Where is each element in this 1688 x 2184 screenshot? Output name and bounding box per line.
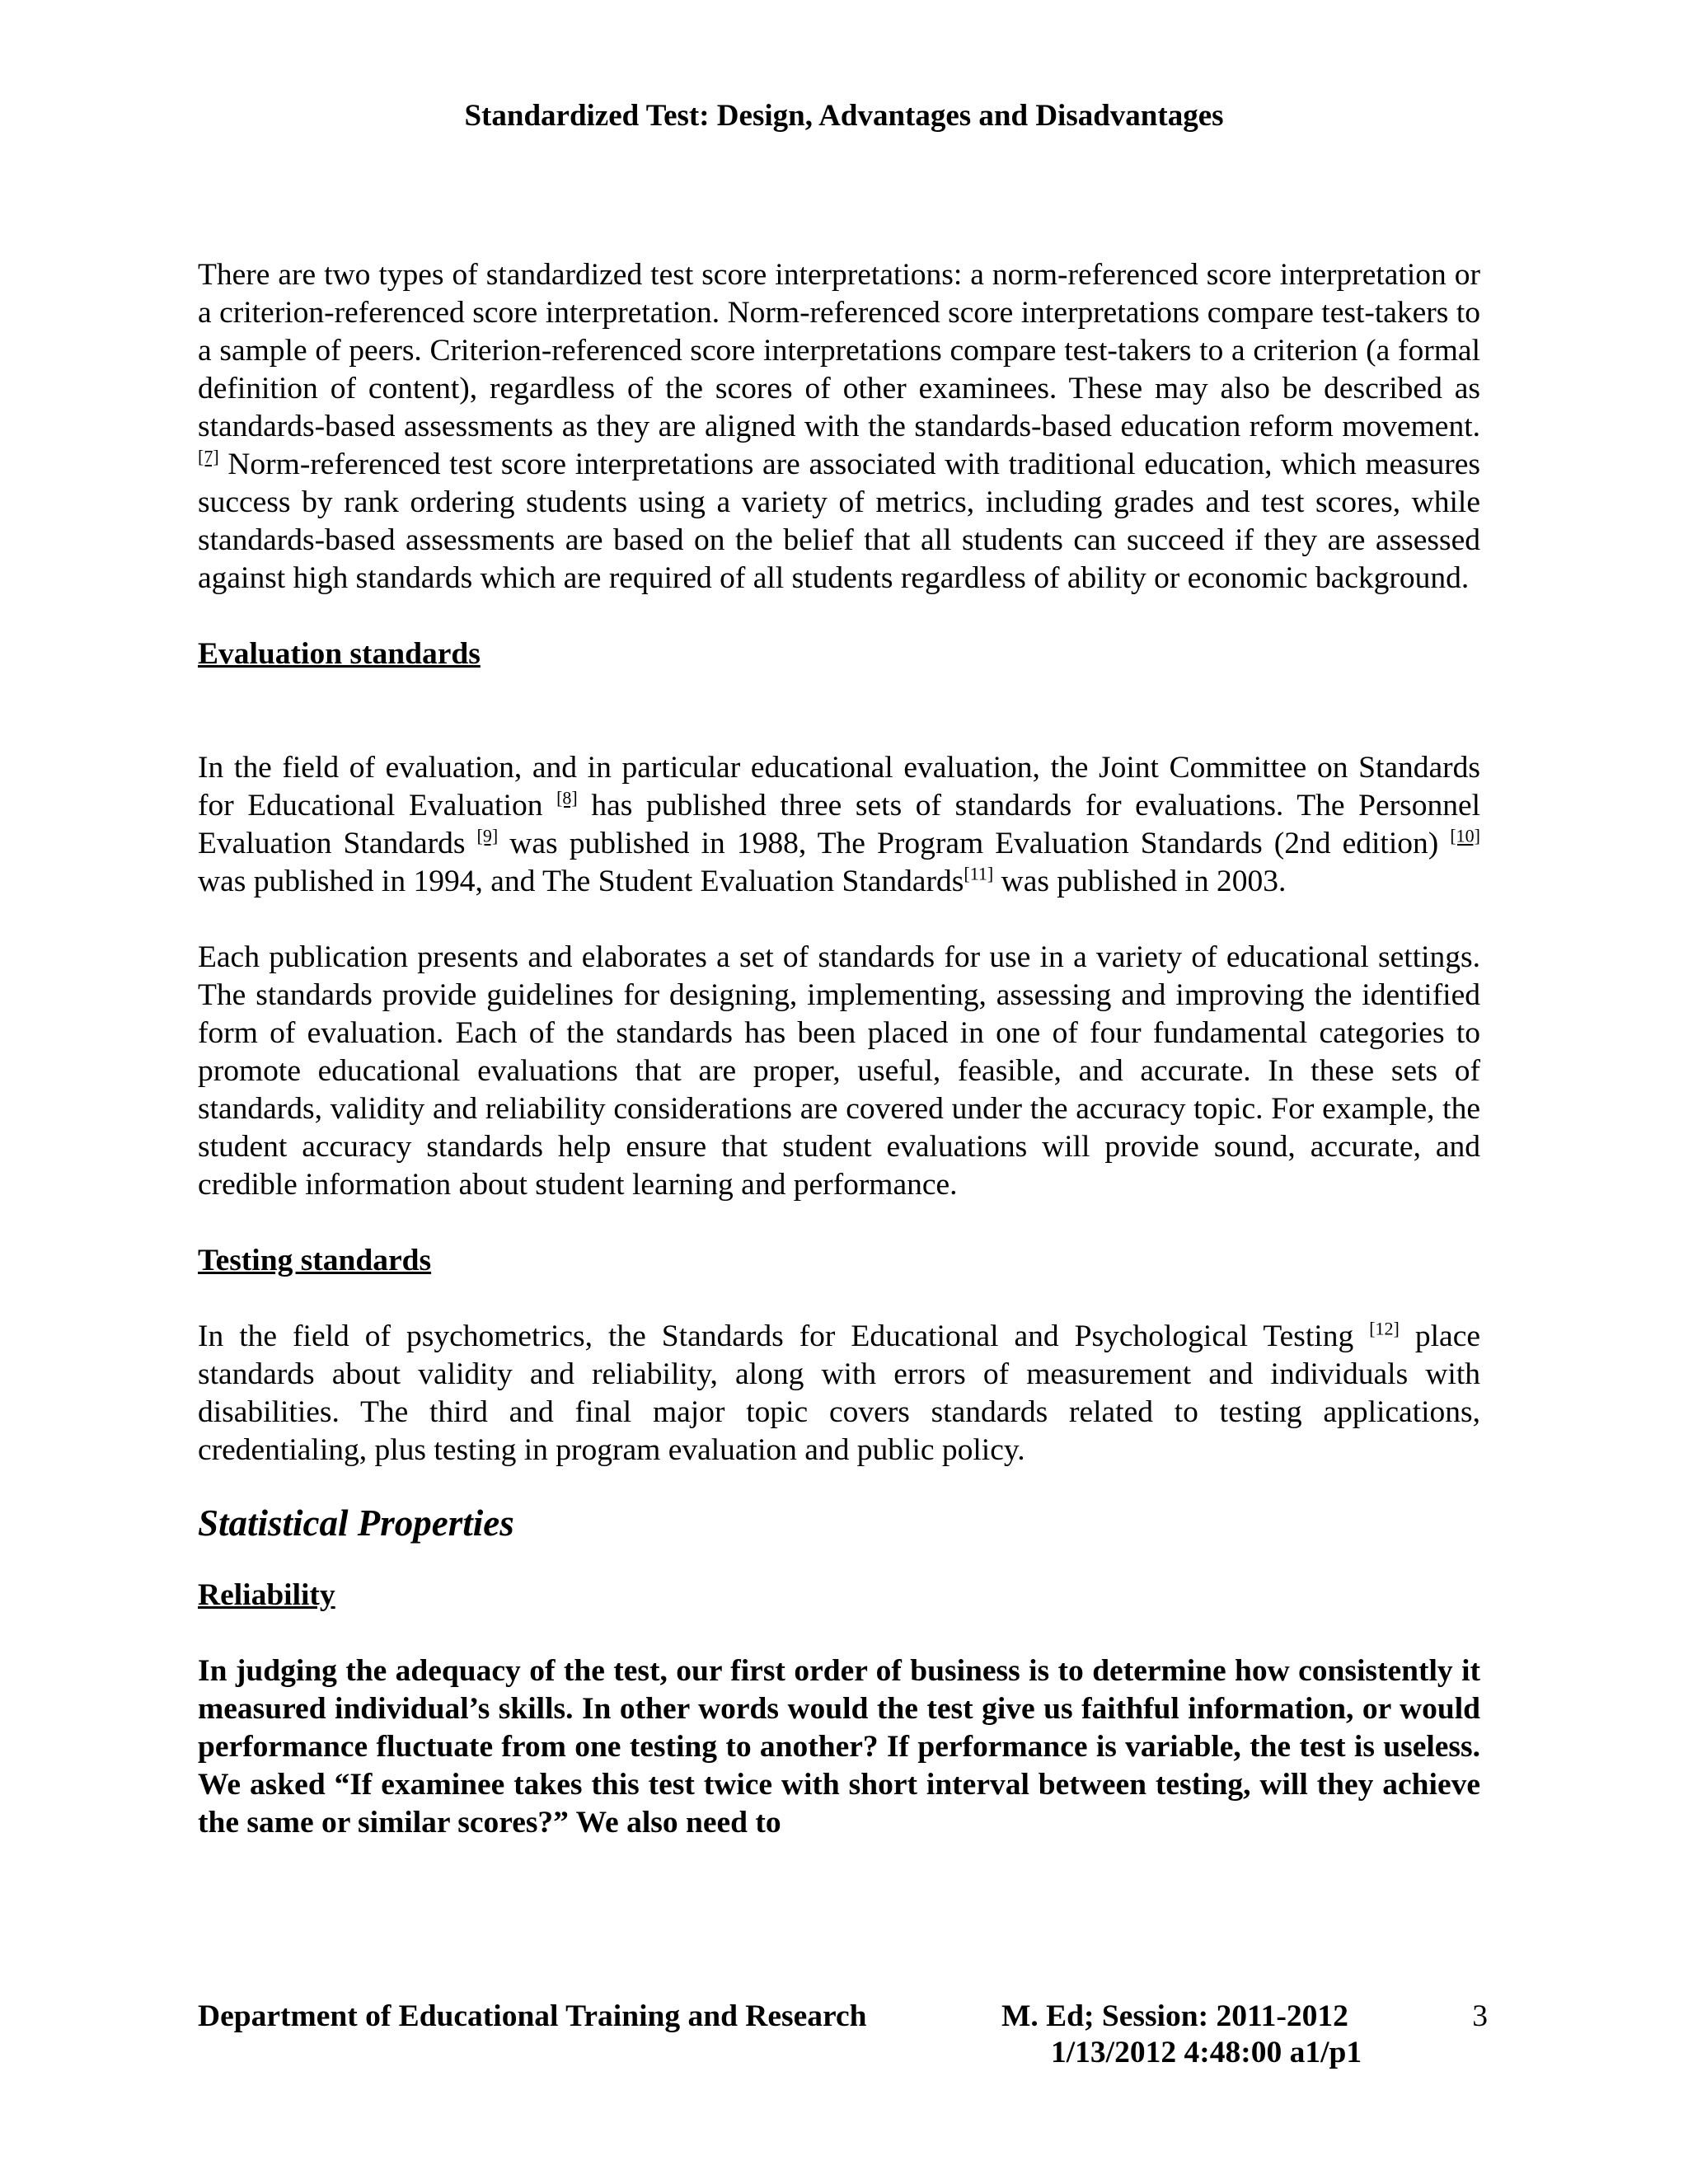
- heading-evaluation-standards: Evaluation standards: [198, 637, 481, 671]
- heading-statistical-properties: Statistical Properties: [198, 1502, 514, 1544]
- heading-reliability: Reliability: [198, 1578, 335, 1612]
- footer-department: Department of Educational Training and Research: [198, 1999, 867, 2033]
- paragraph-evaluation-field: [198, 749, 1480, 901]
- footer-session: M. Ed; Session: 2011-2012: [1001, 1999, 1348, 2033]
- paragraph-text: In the field of evaluation, and in particular educational evaluation, the Joint Committee on Standards for Educational Evaluation: [198, 751, 1480, 823]
- paragraph-score-interpretations: [198, 256, 1480, 598]
- paragraph-text: was published in 2003.: [1001, 865, 1287, 898]
- reference-7: [7]: [198, 446, 219, 467]
- reference-8: [8]: [556, 787, 578, 808]
- paragraph-text: place standards about validity and reliability, along with errors of measurement and individuals with disabilities. The third and final major topic covers standards related to testing applications, credentialing, plus testing in program evaluation and public policy.: [198, 1319, 1480, 1467]
- reference-12: [12]: [1369, 1318, 1400, 1339]
- paragraph-publications: Each publication presents and elaborates a set of standards for use in a variety of educational settings. The standards provide guidelines for designing, implementing, assessing and improving the identified form of evaluation. Each of the standards has been placed in one of four fundamental categories to promote educational evaluations that are proper, useful, feasible, and accurate. In these sets of standards, validity and reliability considerations are covered under the accuracy topic. For example, the student accuracy standards help ensure that student evaluations will provide sound, accurate, and credible information about student learning and performance.: [198, 940, 1480, 1202]
- reference-10: [10]: [1450, 825, 1480, 846]
- reference-9: [9]: [476, 825, 499, 846]
- paragraph-text: has published three sets of standards for evaluations. The Personnel Evaluation Standards: [198, 789, 1481, 860]
- footer-timestamp: 1/13/2012 4:48:00 a1/p1: [1051, 2036, 1362, 2069]
- paragraph-text: Norm-referenced test score interpretations are associated with traditional education, which measures success by rank ordering students using a variety of metrics, including grades and test scores, while standards-based assessments are based on the belief that all students can succeed if they are assessed against high standards which are required of all students regardless of ability or economic background.: [198, 448, 1481, 595]
- paragraph-reliability: In judging the adequacy of the test, our first order of business is to determine how consistently it measured individual’s skills. In other words would the test give us faithful information, or would performance fluctuate from one testing to another? If performance is variable, the test is useless. We asked “If examinee takes this test twice with short interval between testing, will they achieve the same or similar scores?” We also need to: [198, 1654, 1480, 1840]
- paragraph-text: was published in 1988, The Program Evaluation Standards (2nd edition): [509, 827, 1439, 860]
- paragraph-psychometrics: [198, 1318, 1480, 1469]
- heading-testing-standards: Testing standards: [198, 1244, 432, 1277]
- paragraph-text: was published in 1994, and The Student Evaluation Standards: [198, 865, 964, 898]
- page-number: 3: [1472, 1999, 1488, 2033]
- reference-11: [11]: [964, 863, 994, 884]
- paragraph-text: There are two types of standardized test score interpretations: a norm-referenced score interpretation or a criterion-referenced score interpretation. Norm-referenced score interpretations compare test-takers to a sample of peers. Criterion-referenced score interpretations compare test-takers to a criterion (a formal definition of content), regardless of the scores of other examinees. These may also be described as standards-based assessments as they are aligned with the standards-based education reform movement.: [198, 258, 1480, 443]
- page-body: [198, 256, 1480, 1842]
- running-header-title: Standardized Test: Design, Advantages and Disadvantages: [464, 99, 1224, 133]
- paragraph-text: In the field of psychometrics, the Standards for Educational and Psychological Testing: [198, 1319, 1354, 1353]
